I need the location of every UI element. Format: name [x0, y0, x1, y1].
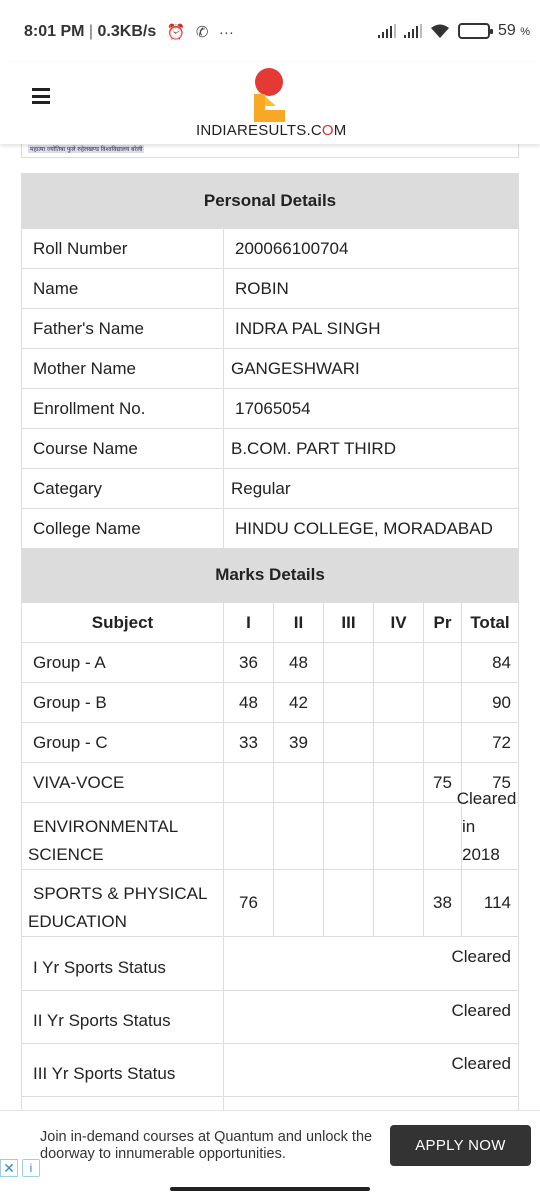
marks-pr [424, 683, 462, 722]
marks-row-environmental [22, 789, 518, 869]
results-table [21, 173, 519, 1137]
logo-text [196, 122, 346, 139]
signal-icon [378, 24, 396, 38]
wifi-icon [430, 23, 450, 39]
marks-i: 33 [224, 723, 274, 762]
logo-text-accent: O [321, 122, 334, 139]
detail-row [22, 428, 518, 468]
col-pr: Pr [424, 603, 462, 642]
subject-line-2: EDUCATION [28, 912, 127, 931]
detail-value: GANGESHWARI [231, 358, 360, 378]
marks-pr [424, 723, 462, 762]
subject-line-2: SCIENCE [28, 845, 104, 864]
marks-iii [324, 763, 374, 802]
detail-value: 200066100704 [235, 238, 349, 258]
university-name: महात्मा ज्योतिबा फुले रुहेलखण्ड विश्वविद्यालय बरेली [30, 147, 143, 153]
marks-total [456, 789, 518, 869]
marks-row [22, 682, 518, 722]
detail-label: Mother Name [22, 349, 224, 388]
detail-row [22, 508, 518, 548]
battery-percent-unit: % [520, 26, 530, 38]
status-bar [0, 0, 540, 62]
marks-total: 75 [492, 772, 511, 792]
detail-value: ROBIN [235, 278, 289, 298]
ad-banner[interactable] [0, 1110, 540, 1180]
detail-value: 17065054 [235, 398, 311, 418]
marks-iii [324, 683, 374, 722]
detail-label: Roll Number [22, 229, 224, 268]
col-iii: III [324, 603, 374, 642]
detail-row [22, 268, 518, 308]
battery-percent [498, 22, 530, 40]
detail-label: Categary [22, 469, 224, 508]
marks-row-sports [22, 869, 518, 936]
marks-iv [374, 683, 424, 722]
marks-row [22, 722, 518, 762]
total-line-2: in 2018 [462, 817, 500, 864]
total-line-1: Cleared [456, 789, 517, 808]
apply-now-button[interactable]: APPLY NOW [390, 1125, 531, 1166]
marks-ii: 48 [274, 643, 324, 682]
home-indicator[interactable] [170, 1187, 370, 1191]
site-logo[interactable] [196, 62, 346, 142]
status-value: Cleared [451, 1054, 511, 1073]
marks-header-row [22, 602, 518, 642]
ad-close-icon[interactable]: ✕ [0, 1159, 18, 1177]
battery-icon [458, 23, 490, 39]
subject-name: Group - A [22, 643, 224, 682]
status-value: Cleared [451, 947, 511, 966]
more-notifications-icon: ··· [218, 23, 234, 41]
ad-info-icon[interactable]: i [22, 1159, 40, 1177]
marks-row [22, 762, 518, 802]
subject-name [22, 803, 224, 869]
marks-iii [324, 803, 374, 869]
detail-label: Father's Name [22, 309, 224, 348]
marks-iv [374, 870, 424, 936]
marks-ii: 42 [274, 683, 324, 722]
detail-value: B.COM. PART THIRD [231, 438, 396, 458]
subject-name: Group - B [22, 683, 224, 722]
col-iv: IV [374, 603, 424, 642]
marks-details-heading: Marks Details [22, 548, 518, 602]
col-subject: Subject [22, 603, 224, 642]
detail-row [22, 308, 518, 348]
detail-value: Regular [231, 478, 291, 498]
col-i: I [224, 603, 274, 642]
detail-label: Name [22, 269, 224, 308]
marks-i: 36 [224, 643, 274, 682]
marks-total: 84 [492, 652, 511, 672]
detail-label: Enrollment No. [22, 389, 224, 428]
signal-icon-2 [404, 24, 422, 38]
col-total: Total [470, 612, 510, 632]
network-speed: 0.3KB/s [97, 23, 157, 41]
hamburger-menu-icon[interactable] [32, 88, 50, 104]
marks-ii [274, 763, 324, 802]
subject-line-1: ENVIRONMENTAL [33, 817, 179, 836]
subject-name: VIVA-VOCE [22, 763, 224, 802]
battery-percent-value: 59 [497, 22, 516, 39]
university-banner-strip [21, 144, 519, 158]
marks-iv [374, 643, 424, 682]
alarm-off-icon: ⏰ [166, 24, 186, 41]
marks-ii: 39 [274, 723, 324, 762]
marks-pr [424, 643, 462, 682]
detail-row [22, 468, 518, 508]
marks-i [224, 803, 274, 869]
marks-iii [324, 643, 374, 682]
status-label: II Yr Sports Status [22, 991, 224, 1043]
status-label: III Yr Sports Status [22, 1044, 224, 1096]
status-right [378, 22, 530, 40]
marks-iv [374, 803, 424, 869]
site-header [0, 62, 540, 144]
marks-total: 90 [492, 692, 511, 712]
subject-line-1: SPORTS & PHYSICAL [33, 884, 208, 903]
detail-label: College Name [22, 509, 224, 548]
logo-mark-icon [252, 66, 288, 122]
marks-iii [324, 723, 374, 762]
col-ii: II [274, 603, 324, 642]
logo-text-tail: M [333, 122, 347, 139]
detail-label: Course Name [22, 429, 224, 468]
marks-iv [374, 723, 424, 762]
marks-i [224, 763, 274, 802]
status-value: Cleared [451, 1001, 511, 1020]
marks-total: 114 [483, 893, 511, 912]
marks-i: 76 [224, 870, 274, 936]
marks-ii [274, 870, 324, 936]
detail-value: HINDU COLLEGE, MORADABAD [235, 518, 493, 538]
sports-status-row [22, 936, 518, 990]
marks-row [22, 642, 518, 682]
detail-row [22, 228, 518, 268]
marks-total: 72 [492, 732, 511, 752]
whatsapp-icon: ✆ [195, 24, 209, 41]
marks-iii [324, 870, 374, 936]
ad-text: Join in-demand courses at Quantum and unlock the doorway to innumerable opportunities. [40, 1129, 373, 1162]
marks-pr: 75 [424, 763, 462, 802]
personal-details-heading: Personal Details [22, 174, 518, 228]
sports-status-row [22, 990, 518, 1043]
clock: 8:01 PM [24, 23, 85, 41]
system-nav-bar [0, 1180, 540, 1200]
marks-pr: 38 [424, 870, 462, 936]
marks-iv [374, 763, 424, 802]
detail-row [22, 388, 518, 428]
status-separator: | [88, 23, 98, 41]
logo-text-main: INDIARESULTS.C [196, 122, 322, 139]
subject-name [22, 870, 224, 936]
subject-name: Group - C [22, 723, 224, 762]
status-label: I Yr Sports Status [22, 937, 224, 990]
marks-ii [274, 803, 324, 869]
status-left [24, 23, 234, 41]
detail-row [22, 348, 518, 388]
detail-value: INDRA PAL SINGH [235, 318, 381, 338]
sports-status-row [22, 1043, 518, 1096]
marks-i: 48 [224, 683, 274, 722]
